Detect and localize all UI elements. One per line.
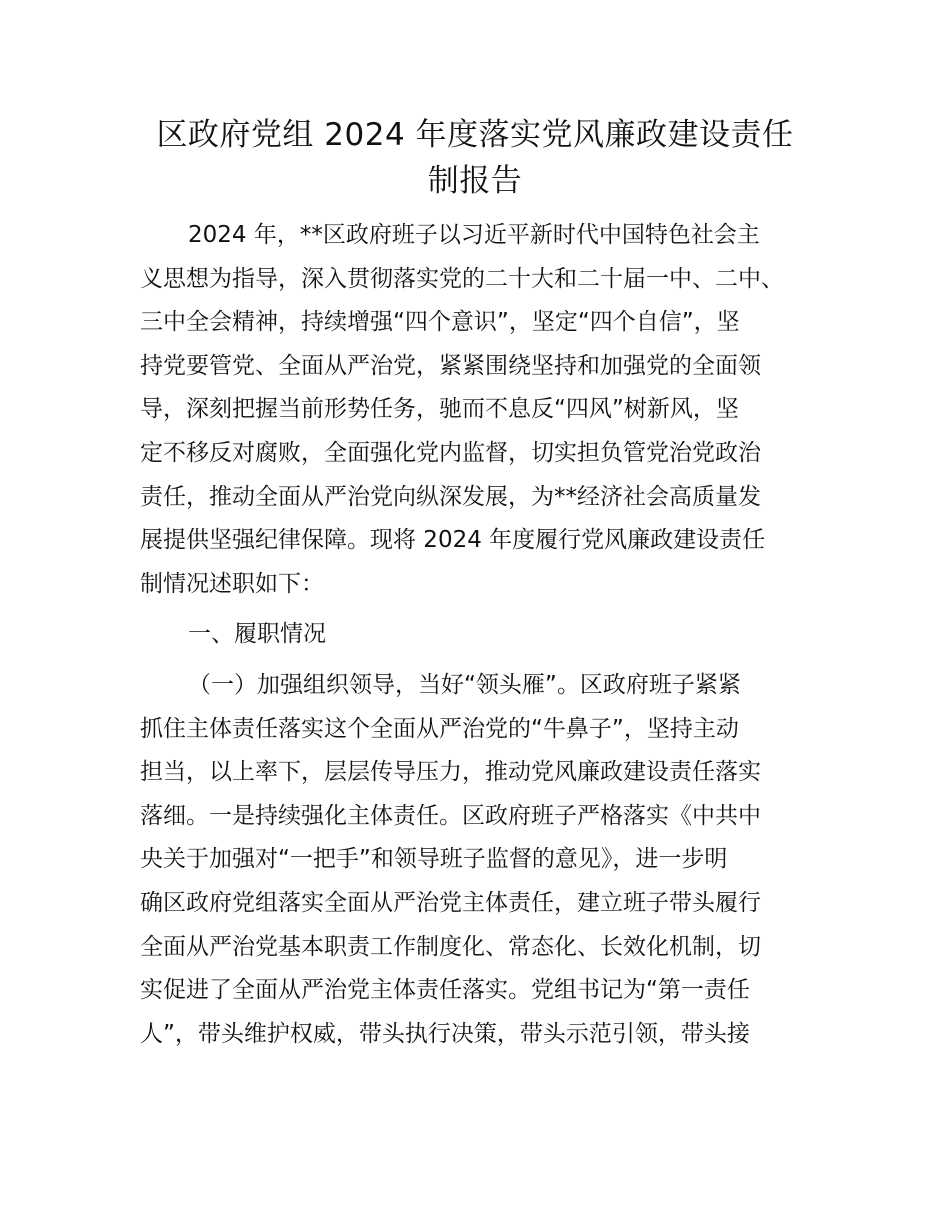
section-heading <box>140 613 830 657</box>
paragraph-section-1 <box>140 664 830 1056</box>
text-line: 展提供坚强纪律保障。现将 2024 年度履行党风廉政建设责任 <box>140 527 766 554</box>
text-line: 义思想为指导，深入贯彻落实党的二十大和二十届一中、二中、 <box>140 265 784 292</box>
document-title <box>120 112 830 204</box>
text-line: 定不移反对腐败，全面强化党内监督，切实担负管党治党政治 <box>140 439 761 466</box>
text-line: 2024 年，**区政府班子以习近平新时代中国特色社会主 <box>188 222 760 248</box>
text-line: 抓住主体责任落实这个全面从严治党的“牛鼻子”，坚持主动 <box>140 715 739 742</box>
title-line: 制报告 <box>427 163 523 199</box>
heading-line: 一、履职情况 <box>188 621 326 648</box>
text-line: 制情况述职如下： <box>140 570 324 597</box>
text-line: 责任，推动全面从严治党向纵深发展，为**经济社会高质量发 <box>140 483 761 510</box>
text-line: 确区政府党组落实全面从严治党主体责任，建立班子带头履行 <box>140 889 761 916</box>
text-line: 全面从严治党基本职责工作制度化、常态化、长效化机制，切 <box>140 933 761 960</box>
text-line: 人”，带头维护权威，带头执行决策，带头示范引领，带头接 <box>140 1020 750 1047</box>
document-body <box>140 214 830 1056</box>
title-line: 区政府党组 2024 年度落实党风廉政建设责任 <box>156 117 794 153</box>
text-line: 持党要管党、全面从严治党，紧紧围绕坚持和加强党的全面领 <box>140 352 761 379</box>
text-line: （一）加强组织领导，当好“领头雁”。区政府班子紧紧 <box>188 671 741 698</box>
text-line: 担当，以上率下，层层传导压力，推动党风廉政建设责任落实 <box>140 759 761 786</box>
text-line: 央关于加强对“一把手”和领导班子监督的意见》，进一步明 <box>140 846 728 873</box>
paragraph-intro <box>140 214 830 606</box>
text-line: 落细。一是持续强化主体责任。区政府班子严格落实《中共中 <box>140 802 761 829</box>
text-line: 实促进了全面从严治党主体责任落实。党组书记为“第一责任 <box>140 977 750 1004</box>
text-line: 三中全会精神，持续增强“四个意识”，坚定“四个自信”，坚 <box>140 309 740 336</box>
text-line: 导，深刻把握当前形势任务，驰而不息反“四风”树新风，坚 <box>140 396 739 423</box>
